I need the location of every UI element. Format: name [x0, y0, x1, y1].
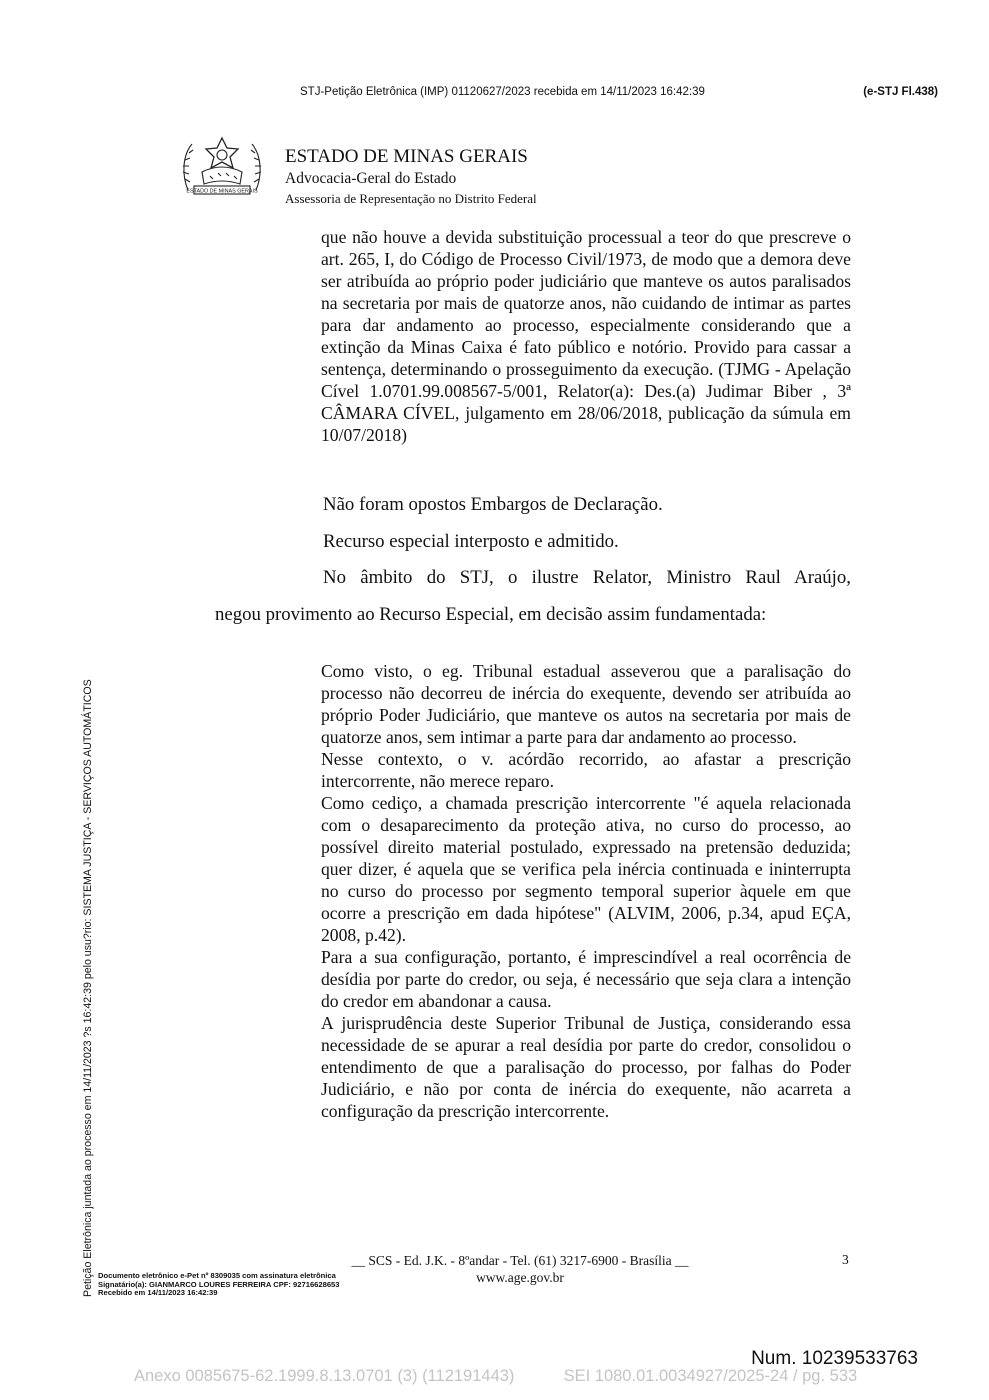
- seal-text: ESTADO DE MINAS GERAIS: [186, 188, 258, 195]
- annex-reference: Anexo 0085675-62.1999.8.13.0701 (3) (112191443): [134, 1367, 515, 1385]
- footer-address: [330, 1252, 710, 1286]
- decision-quote: [321, 660, 851, 1122]
- quote-paragraph: que não houve a devida substituição processual a teor do que prescreve o art. 265, I, do Código de Processo Civil/1973, de modo que a demora deve ser atribuída ao próprio poder judiciário que manteve os autos paralisados na secretaria por mais de quatorze anos, não cuidando de intimar as partes para dar andamento ao processo, especialmente considerando que a extinção da Minas Caixa é fato público e notório. Provido para cassar a sentença, determinando o prosseguimento da execução. (TJMG - Apelação Cível 1.0701.99.008567-5/001, Relator(a): Des.(a) Judimar Biber , 3ª CÂMARA CÍVEL, julgamento em 28/06/2018, publicação da súmula em 10/07/2018): [321, 227, 851, 445]
- body-paragraph-stj-line-2: negou provimento ao Recurso Especial, em decisão assim fundamentada:: [215, 604, 767, 625]
- decision-paragraph: Nesse contexto, o v. acórdão recorrido, ao afastar a prescrição intercorrente, não merece reparo.: [321, 749, 851, 791]
- side-filing-stamp: Petição Eletrônica juntada ao processo em 14/11/2023 ?s 16:42:39 pelo usu?rio: SISTEMA JUSTIÇA - SERVIÇOS AUTOMÁTICOS: [82, 679, 94, 1297]
- sei-reference: SEI 1080.01.0034927/2025-24 / pg. 533: [563, 1367, 858, 1385]
- folio-number: (e-STJ Fl.438): [863, 86, 938, 98]
- body-paragraph-stj-line-1: No âmbito do STJ, o ilustre Relator, Ministro Raul Araújo,: [323, 567, 851, 588]
- electronic-signature-block: [98, 1272, 340, 1298]
- petition-receipt-stamp: STJ-Petição Eletrônica (IMP) 01120627/2023 recebida em 14/11/2023 16:42:39: [300, 86, 705, 98]
- state-coat-of-arms-icon: [180, 132, 264, 202]
- document-number: Num. 10239533763: [751, 1348, 918, 1369]
- footer-address-line: __ SCS - Ed. J.K. - 8ºandar - Tel. (61) 3217-6900 - Brasília __: [351, 1253, 689, 1268]
- decision-paragraph: A jurisprudência deste Superior Tribunal de Justiça, considerando essa necessidade de se apurar a real desídia por parte do credor, consolidou o entendimento de que a paralisação do processo, por falhas do Poder Judiciário, e não por conta de inércia do exequente, não acarreta a configuração da prescrição intercorrente.: [321, 1013, 851, 1121]
- signature-line: Documento eletrônico e-Pet nº 8309035 com assinatura eletrônica: [98, 1271, 336, 1280]
- letterhead-agency: Advocacia-Geral do Estado: [285, 170, 457, 187]
- letterhead-state: ESTADO DE MINAS GERAIS: [285, 146, 528, 167]
- signature-line: Recebido em 14/11/2023 16:42:39: [98, 1288, 218, 1298]
- signature-line: Signatário(a): GIANMARCO LOURES FERREIRA CPF: 92716628653: [98, 1279, 340, 1289]
- decision-paragraph: Como visto, o eg. Tribunal estadual asseverou que a paralisação do processo não decorreu de inércia do exequente, devendo ser atribuída ao próprio Poder Judiciário, que manteve os autos na secretaria por mais de quatorze anos, sem intimar a parte para dar andamento ao processo.: [321, 661, 851, 747]
- decision-paragraph: Para a sua configuração, portanto, é imprescindível a real ocorrência de desídia por parte do credor, ou seja, é necessário que seja clara a intenção do credor em abandonar a causa.: [321, 947, 851, 1011]
- footer-website-link[interactable]: www.age.gov.br: [476, 1270, 564, 1285]
- annex-watermark: [134, 1367, 934, 1386]
- body-paragraph-embargos: Não foram opostos Embargos de Declaração.: [323, 494, 663, 515]
- letterhead-office: Assessoria de Representação no Distrito Federal: [285, 191, 537, 206]
- page-number: 3: [842, 1252, 849, 1267]
- body-paragraph-recurso: Recurso especial interposto e admitido.: [323, 531, 619, 552]
- decision-paragraph: Como cediço, a chamada prescrição intercorrente "é aquela relacionada com o desaparecimento da proteção ativa, no curso do processo, ao possível direito material postulado, expressado na pretensão deduzida; quer dizer, é aquela que se verifica pela inércia continuada e ininterrupta no curso do processo por segmento temporal superior àquele em que ocorre a prescrição em dada hipótese" (ALVIM, 2006, p.34, apud EÇA, 2008, p.42).: [321, 793, 851, 945]
- jurisprudence-quote: [321, 226, 851, 446]
